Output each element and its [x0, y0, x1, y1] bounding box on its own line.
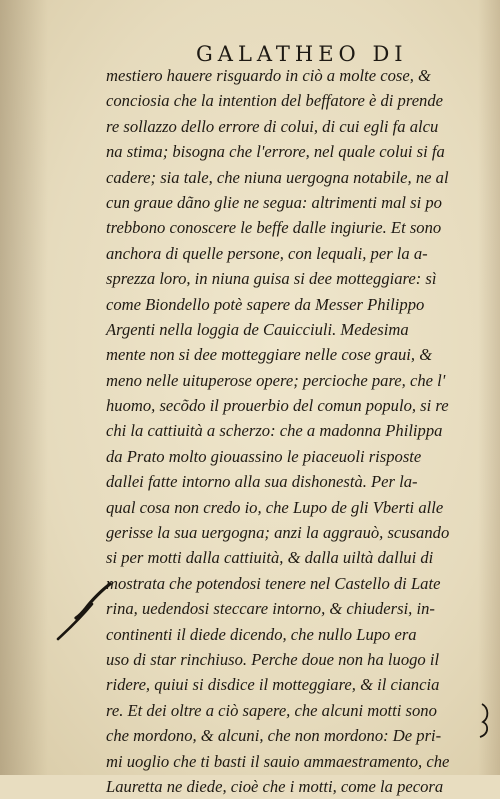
text-line: re. Et dei oltre a ciò sapere, che alcuni motti sono — [106, 700, 437, 720]
text-line: come Biondello potè sapere da Messer Philippo — [106, 294, 425, 314]
text-line: uso di star rinchiuso. Perche doue non ha luogo il — [106, 649, 440, 669]
gutter-shadow — [0, 0, 48, 775]
text-line: re sollazzo dello errore di colui, di cui egli fa alcu — [106, 116, 439, 136]
text-line: dallei fatte intorno alla sua dishonestà. Per la- — [106, 472, 418, 492]
text-line: si per motti dalla cattiuità, & dalla uiltà dallui di — [106, 548, 434, 568]
text-line: huomo, secõdo il prouerbio del comun populo, si re — [106, 396, 449, 416]
text-line: conciosia che la intention del beffatore è di prende — [106, 91, 444, 111]
text-line: meno nelle uituperose opere; percioche pare, che l' — [106, 370, 446, 390]
running-header: GALATHEO DI — [196, 42, 408, 66]
page-edge-shadow — [478, 0, 500, 775]
text-line: qual cosa non credo io, che Lupo de gli Vberti alle — [106, 497, 444, 517]
page-edge-mark — [474, 700, 494, 740]
text-line: gerisse la sua uergogna; anzi la aggrauò, scusando — [106, 523, 450, 543]
text-line: sprezza loro, in niuna guisa si dee motteggiare: sì — [106, 269, 437, 289]
text-line: trebbono conoscere le beffe dalle ingiurie. Et sono — [106, 218, 442, 238]
body-text — [106, 63, 478, 799]
text-line: che mordono, & alcuni, che non mordono: De pri- — [106, 726, 442, 746]
text-line: mestiero hauere risguardo in ciò a molte cose, & — [106, 66, 431, 85]
text-line: mi uoglio che ti basti il sauio ammaestramento, che — [106, 751, 450, 771]
text-line: chi la cattiuità a scherzo: che a madonna Philippa — [106, 421, 443, 441]
text-line: cadere; sia tale, che niuna uergogna notabile, ne al — [106, 167, 449, 187]
text-line: mostrata che potendosi tenere nel Castello di Late — [106, 573, 441, 593]
text-line: mente non si dee motteggiare nelle cose graui, & — [106, 345, 433, 365]
text-line: continenti il diede dicendo, che nullo Lupo era — [106, 624, 417, 644]
text-line: ridere, quiui si disdice il motteggiare, & il ciancia — [106, 675, 440, 695]
text-line: da Prato molto giouassino le piaceuoli risposte — [106, 446, 422, 466]
text-line: rina, uedendosi steccare intorno, & chiudersi, in- — [106, 599, 435, 619]
handwritten-margin-mark — [52, 582, 122, 642]
text-line: Lauretta ne diede, cioè che i motti, come la pecora — [106, 776, 444, 796]
text-line: Argenti nella loggia de Cauicciuli. Medesima — [106, 319, 409, 339]
text-line: anchora di quelle persone, con lequali, per la a- — [106, 243, 428, 263]
text-line: cun graue dãno glie ne segua: altrimenti mal si po — [106, 192, 442, 212]
text-line: na stima; bisogna che l'errore, nel quale colui si fa — [106, 142, 445, 162]
